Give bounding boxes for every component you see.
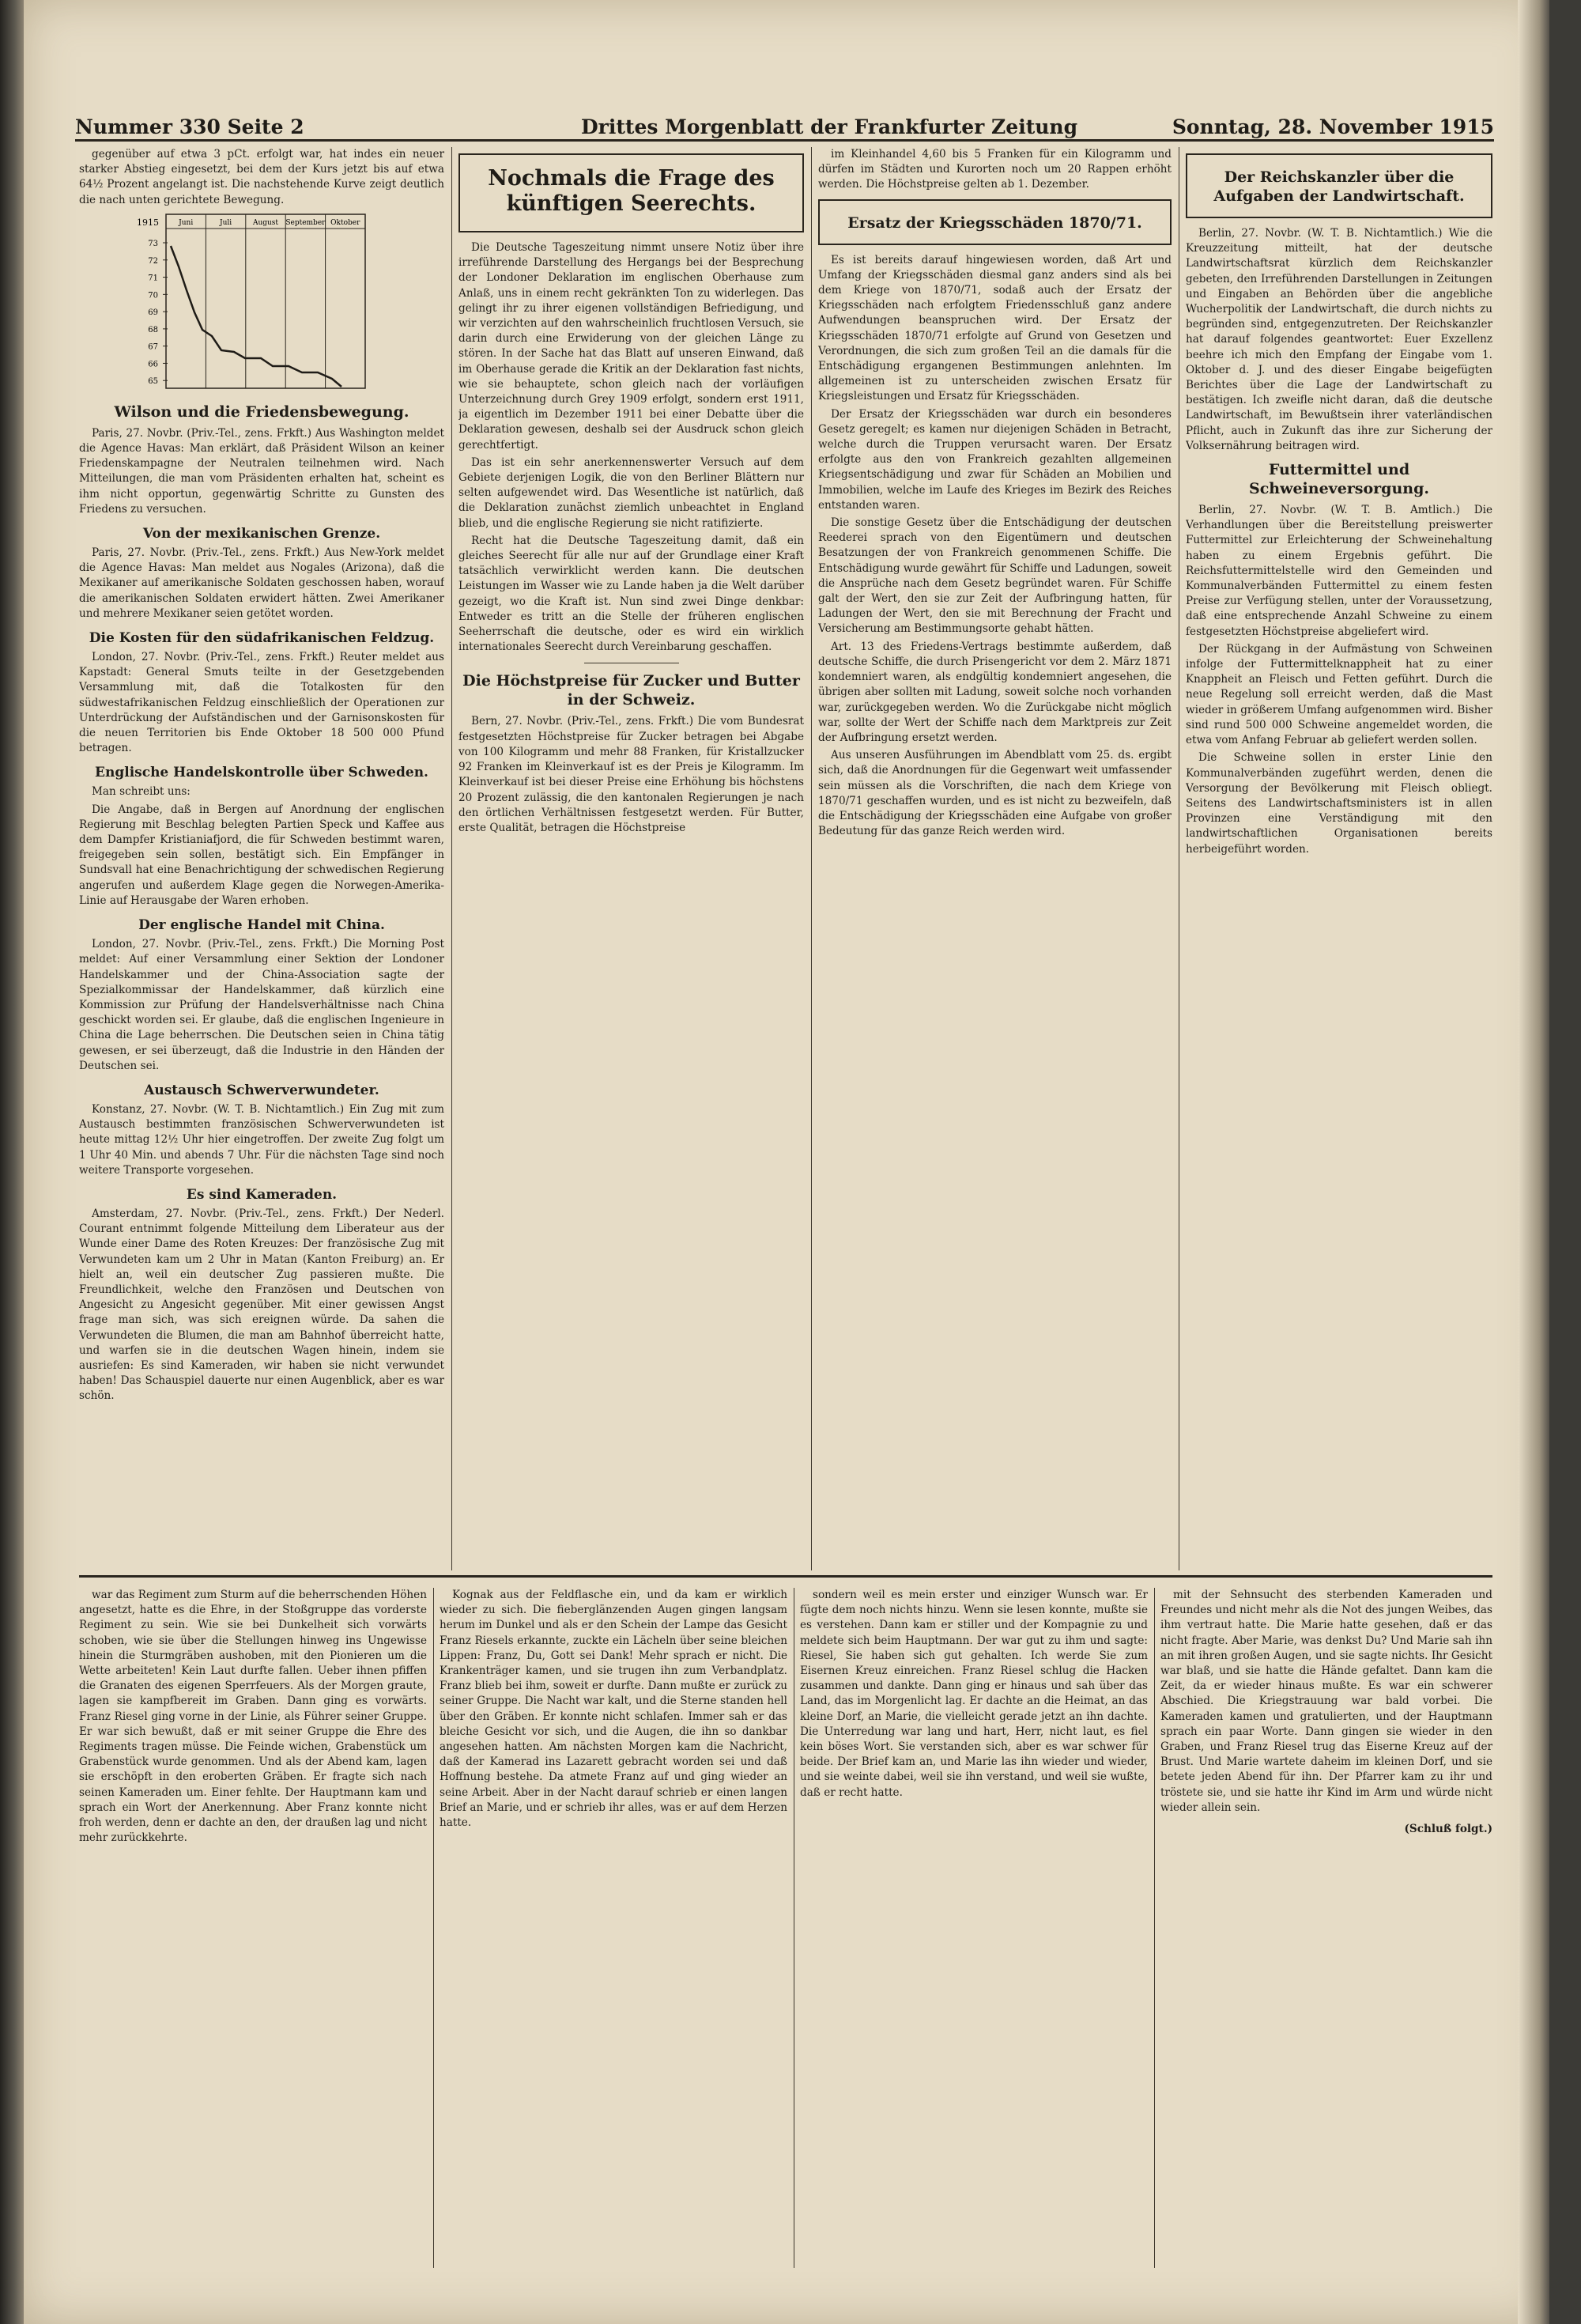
article-text: Aus unseren Ausführungen im Abendblatt vom 25. ds. ergibt sich, daß die Anordnungen für die Gegenwart weit umfassender sein müssen als die Vorschriften, die nach dem Kriege von 1870/71 geschaffen wurden, und es ist nicht zu bezweifeln, daß die Entschädigung der Kriegsschäden eine Aufgabe von großer Bedeutung für das ganze Reich werden wird.: [818, 749, 1172, 838]
article-text: Die Deutsche Tageszeitung nimmt unsere Notiz über ihre irreführende Darstellung des Hergangs bei der Besprechung der Londoner Deklaration im englischen Oberhause zum Anlaß, uns in einem recht gekränkten Ton zu widerlegen. Das gelingt ihr zu ihrer eigenen vollständigen Befriedigung, und wir verzichten auf den wahrscheinlich fruchtlosen Versuch, sie darin durch eine Erwiderung von der gleichen Länge zu stören. In der Sache hat das Blatt auf unseren Einwand, daß im Oberhause gerade die Kritik an der Deklaration fast nichts, wie sie behauptete, schon gleich nach der vorläufigen Unterzeichnung durch Grey 1909 erfolgt, sondern erst 1911, ja eigentlich im Dezember 1911 bei einer Debatte über die Deklaration gewesen, deshalb sei der Ausdruck schon gleich gerechtfertigt.: [458, 241, 804, 452]
page-edge-shadow: [1518, 0, 1549, 2324]
chart-month-label: Juni: [179, 218, 194, 227]
headline: Ersatz der Kriegsschäden 1870/71.: [847, 214, 1142, 232]
article-text: Paris, 27. Novbr. (Priv.-Tel., zens. Frkft.) Aus New-York meldet die Agence Havas: Man meldet aus Nogales (Arizona), daß die Mexikaner auf amerikanische Soldaten geschossen haben, worauf die amerikanischen Soldaten erwidert hätten. Zwei Amerikaner und mehrere Mexikaner seien getötet worden.: [79, 546, 444, 620]
chart-tick-label: 73: [148, 239, 158, 248]
feuilleton-column-1: [79, 1588, 427, 2268]
article-text: London, 27. Novbr. (Priv.-Tel., zens. Frkft.) Die Morning Post meldet: Auf einer Versammlung einer Sektion der Londoner Handelskammer und der China-Association sagte der Spezialkommissar der Handelskammer, daß kürzlich eine Kommission zur Prüfung der Handelsverhältnisse nach China geschickt worden sei. Er glaube, daß die englischen Ingenieure in China die Lage beherrschen. Die Deutschen seien in China tätig gewesen, er sei überzeugt, daß die Industrie in den Händen der Deutschen sei.: [79, 938, 444, 1072]
article-title-box: [1186, 153, 1492, 218]
chart-tick-label: 70: [148, 291, 158, 300]
column-3: [818, 147, 1172, 1570]
chart-tick-label: 69: [148, 308, 158, 317]
story-text: Kognak aus der Feldflasche ein, und da kam er wirklich wieder zu sich. Die fieberglänzenden Augen gingen langsam herum im Dunkel und als er den Schein der Lampe das Gesicht Franz Riesels erkannte, zuckte ein Lächeln über seine bleichen Lippen: Franz, Du, Gott sei Dank! Mehr sprach er nicht. Die Krankenträger kamen, und sie trugen ihn zum Verbandplatz. Franz blieb bei ihm, soweit er durfte. Dann mußte er zurück zu seiner Gruppe. Die Nacht war kalt, und die Sterne standen hell über den Gräben. Er konnte nicht schlafen. Immer sah er das bleiche Gesicht vor sich, und die Augen, die ihn so dankbar angesehen hatten. Am nächsten Morgen kam die Nachricht, daß der Kamerad ins Lazarett gebracht worden sei und daß Hoffnung bestehe. Da atmete Franz auf und ging wieder an seine Arbeit. Aber in der Nacht darauf schrieb er einen langen Brief an Marie, und er schrieb ihr alles, was er auf dem Herzen hatte.: [440, 1589, 787, 1830]
chart-month-label: August: [252, 218, 279, 227]
column-1: [79, 147, 444, 1570]
issue-date: Sonntag, 28. November 1915: [1172, 115, 1494, 138]
newspaper-title: Drittes Morgenblatt der Frankfurter Zeitung: [581, 115, 1078, 138]
article-text: Bern, 27. Novbr. (Priv.-Tel., zens. Frkft.) Die vom Bundesrat festgesetzten Höchstpreise für Zucker betragen bei Abgabe von 100 Kilogramm und mehr 88 Franken, für Kristallzucker 92 Franken im Kleinverkauf ist es der Preis je Kilogramm. Im Kleinverkauf ist bei dieser Preise eine Erhöhung bis höchstens 20 Prozent zulässig, die den kantonalen Regierungen je nach den örtlichen Verhältnissen festgesetzt werden. Für Butter, erste Qualität, betragen die Höchstpreise: [458, 715, 804, 834]
chart-tick-label: 67: [148, 342, 158, 352]
chart-tick-label: 72: [148, 256, 158, 266]
headline: Der Reichskanzler über die Aufgaben der Landwirtschaft.: [1213, 168, 1465, 205]
feuilleton-separator: [79, 1575, 1492, 1578]
article-text: Es ist bereits darauf hingewiesen worden, daß Art und Umfang der Kriegsschäden diesmal ganz anders sind als bei dem Kriege von 1870/71, sodaß auch der Ersatz der Kriegsschäden nach erfolgtem Friedensschluß ganz andere Aufwendungen beanspruchen wird. Der Ersatz der Kriegsschäden 1870/71 erfolgte auf Grund von Gesetzen und Verordnungen, die sich zum großen Teil an die damals für die Entschädigung ergangenen Bestimmungen anlehnten. Im allgemeinen ist zu unterscheiden zwischen Ersatz für Kriegsleistungen und Ersatz für Kriegsschäden.: [818, 253, 1172, 403]
article-text: im Kleinhandel 4,60 bis 5 Franken für ein Kilogramm und dürfen im Städten und Kurorten noch um 20 Rappen erhöht werden. Die Höchstpreise gelten ab 1. Dezember.: [818, 148, 1172, 191]
story-text: mit der Sehnsucht des sterbenden Kameraden und Freundes und nicht mehr als die Not des jungen Weibes, das ihm vertraut hatte. Die Marie hatte gesehen, daß er das nicht fragte. Aber Marie, was denkst Du? Und Marie sah ihn an mit ihren großen Augen, und sie sagte nichts. Ihr Gesicht war blaß, und sie hatte die Hände gefaltet. Dann kam die Zeit, da er wieder hinaus mußte. Es war ein schwerer Abschied. Die Kriegstrauung war bald vorbei. Die Kameraden kamen und gratulierten, und der Hauptmann sprach ein paar Worte. Dann gingen sie wieder in den Graben, und Franz Riesel trug das Eiserne Kreuz auf der Brust. Und Marie wartete daheim im kleinen Dorf, und sie betete jeden Abend für ihn. Der Pfarrer kam zu ihr und tröstete sie, und sie hatte ihr Kind im Arm und würde nicht wieder allein sein.: [1160, 1589, 1492, 1814]
chart-tick-label: 68: [148, 325, 158, 334]
article-title-box: [818, 199, 1172, 245]
article-text: Amsterdam, 27. Novbr. (Priv.-Tel., zens. Frkft.) Der Nederl. Courant entnimmt folgende Mitteilung dem Liberateur aus der Wunde einer Dame des Roten Kreuzes: Der französische Zug mit Verwundeten kam um 2 Uhr in Matan (Kanton Freiburg) an. Er hielt an, weil ein deutscher Zug passieren mußte. Die Freundlichkeit, welche den Französen und Deutschen von Angesicht zu Angesicht gegenüber. Mit einer gewissen Angst frage man sich, was sich ereignen würde. Da sahen die Verwundeten die Blumen, die man am Bahnhof überreicht hatte, und warfen sie in die deutschen Wagen hinein, indem sie ausriefen: Es sind Kameraden, wir haben sie nicht verwundet haben! Das Schauspiel dauerte nur einen Augenblick, aber es war schön.: [79, 1207, 444, 1403]
story-text: war das Regiment zum Sturm auf die beherrschenden Höhen angesetzt, hatte es die Ehre, in der Stoßgruppe das vorderste Regiment zu sein. Wie sie bei Dunkelheit sich vorwärts schoben, wie sie über die Stellungen hinweg ins Ungewisse hinein die Sturmgräben aushoben, mit den Pionieren um die Wette arbeiteten! Kein Laut durfte fallen. Ueber ihnen pfiffen die Granaten des eigenen Sperrfeuers. Als der Morgen graute, lagen sie kampfbereit im Graben. Dann ging es vorwärts. Franz Riesel ging vorne in der Linie, als Führer seiner Gruppe. Er war sich bewußt, daß er mit seiner Gruppe die Ehre des Regiments tragen müsse. Die Feinde wichen, Grabenstück um Grabenstück wurde genommen. Und als der Abend kam, lagen sie erschöpft in den eroberten Gräben. Er fragte sich nach seinen Kameraden um. Einer fehlte. Der Hauptmann kam und sprach ein Wort der Anerkennung. Aber Franz konnte nicht froh werden, denn er dachte an den, der draußen lag und nicht mehr zurückkehrte.: [79, 1589, 427, 1845]
article-text: Die sonstige Gesetz über die Entschädigung der deutschen Reederei sprach von den Eigentümern und deutschen Besatzungen der von Frankreich genommenen Schiffe. Die Entschädigung wurde gewährt für Schiffe und Ladungen, soweit die Ansprüche nach dem Gesetz begründet waren. Für Schiffe galt der Wert, den sie zur Zeit der Aufbringung hatten, für Ladungen der Wert, den sie mit Berechnung der Fracht und Versicherung am Bestimmungsorte gehabt hätten.: [818, 516, 1172, 636]
masthead: [75, 115, 1494, 142]
headline: Von der mexikanischen Grenze.: [142, 526, 381, 542]
column-4: [1186, 147, 1492, 1570]
article-text: Der Rückgang in der Aufmästung von Schweinen infolge der Futtermittelknappheit hat zu einer Knappheit an Fleisch und Fetten geführt. Durch die neue Regelung soll erreicht werden, daß die Mast wieder in größerem Umfang aufgenommen wird. Bisher sind rund 500 000 Schweine angemeldet worden, die etwa vom Anfang Februar ab geliefert werden sollen.: [1186, 642, 1492, 747]
lead-article-box: [458, 153, 804, 232]
story-text: sondern weil es mein erster und einziger Wunsch war. Er fügte dem noch nichts hinzu. Wenn sie lesen konnte, mußte sie es verstehen. Dann kam er stiller und der Kompagnie zu und meldete sich beim Hauptmann. Der war gut zu ihm und sagte: Riesel, Sie haben sich gut gehalten. Ich werde Sie zum Eisernen Kreuz einreichen. Franz Riesel schlug die Hacken zusammen und dankte. Dann ging er hinaus und sah über das Land, das im Morgenlicht lag. Er dachte an die Heimat, an das kleine Dorf, an Marie, die vielleicht gerade jetzt an ihn dachte. Die Unterredung war lang und hart, Herr, nicht laut, es fiel kein böses Wort. Sie verstanden sich, aber es war schwer für beide. Der Brief kam an, und Marie las ihn wieder und wieder, und sie weinte dabei, weil sie ihn verstand, und weil sie wußte, daß er recht hatte.: [800, 1589, 1148, 1799]
book-binding: [0, 0, 24, 2324]
chart-month-label: September: [285, 218, 326, 227]
article-text: Man schreibt uns:: [92, 785, 191, 799]
feuilleton-column-4: [1160, 1588, 1492, 2268]
headline: Englische Handelskontrolle über Schweden.: [95, 765, 428, 781]
column-rule: [433, 1588, 434, 2268]
article-text: Recht hat die Deutsche Tageszeitung damit, daß ein gleiches Seerecht für alle nur auf der Grundlage einer Kraft tatsächlich verwirklicht werden kann. Die deutschen Leistungen im Wasser wie zu Lande haben ja die Welt darüber gezeigt, wo die Kraft ist. Nun sind zwei Dinge denkbar: Entweder es tritt an die Stelle der früheren englischen Seeherrschaft die deutsche, oder es wird ein wirklich internationales Seerecht durch Vereinbarung geschaffen.: [458, 534, 804, 654]
headline: Austausch Schwerverwundeter.: [144, 1082, 379, 1098]
chart-tick-label: 71: [148, 274, 158, 283]
column-rule: [451, 147, 452, 1570]
headline: Die Höchstpreise für Zucker und Butter in der Schweiz.: [462, 672, 800, 709]
chart-tick-label: 66: [148, 360, 158, 369]
article-text: Paris, 27. Novbr. (Priv.-Tel., zens. Frkft.) Aus Washington meldet die Agence Havas: Man erklärt, daß Präsident Wilson an keiner Friedenskampagne der Neutralen teilnehmen wird. Nach Mitteilungen, die man vom Präsidenten erhalten hat, scheint es ihm nicht opportun, gegenwärtig Schritte zu Gunsten des Friedens zu versuchen.: [79, 426, 444, 516]
chart-svg: [134, 211, 372, 395]
column-2: [458, 147, 804, 1570]
chart-month-label: Oktober: [330, 218, 360, 227]
headline: Wilson und die Friedensbewegung.: [114, 402, 409, 421]
headline: Es sind Kameraden.: [186, 1186, 338, 1203]
chart-tick-label: 65: [148, 377, 158, 387]
article-text: London, 27. Novbr. (Priv.-Tel., zens. Frkft.) Reuter meldet aus Kapstadt: General Smuts teilte in der Gesetzgebenden Versammlung mit, daß die Totalkosten für den südwestafrikanischen Feldzug einschließlich der Operationen zur Unterdrückung der Aufständischen und der Garnisonskosten für die neuen Territorien bis Ende Oktober 18 500 000 Pfund betragen.: [79, 651, 444, 755]
article-text: gegenüber auf etwa 3 pCt. erfolgt war, hat indes ein neuer starker Abstieg eingesetzt, bei dem der Kurs jetzt bis auf etwa 64½ Prozent angelangt ist. Die nachstehende Kurve zeigt deutlich die nach unten gerichtete Bewegung.: [79, 148, 444, 206]
lead-headline: Nochmals die Frage des künftigen Seerechts.: [488, 166, 775, 216]
headline: Der englische Handel mit China.: [138, 917, 385, 934]
feuilleton-column-3: [800, 1588, 1148, 2268]
column-rule: [811, 147, 812, 1570]
to-be-continued: (Schluß folgt.): [1404, 1823, 1492, 1836]
article-text: Der Ersatz der Kriegsschäden war durch ein besonderes Gesetz geregelt; es kamen nur diejenigen Schäden in Betracht, welche durch die Truppen verursacht waren. Der Ersatz erfolgte aus den von Frankreich gezahlten allgemeinen Kriegsentschädigung und zwar für Schäden an Mobilien und Immobilien, welche im Laufe des Krieges im Bezirk des Reiches entstanden waren.: [818, 407, 1172, 512]
article-text: Die Angabe, daß in Bergen auf Anordnung der englischen Regierung mit Beschlag belegten Partien Speck und Kaffee aus dem Dampfer Kristianiafjord, die für Schweden bestimmt waren, freigegeben sein sollen, bestätigt sich. Ein Empfänger in Sundsvall hat eine Benachrichtigung der schwedischen Regierung angerufen und außerdem Klage gegen die Norwegen-Amerika-Linie auf Herausgabe der Waren erhoben.: [79, 803, 444, 907]
column-rule: [1154, 1588, 1155, 2268]
article-text: Berlin, 27. Novbr. (W. T. B. Nichtamtlich.) Wie die Kreuzzeitung mitteilt, hat der deutsche Landwirtschaftsrat kürzlich dem Reichskanzler gebeten, den Irreführenden Darstellungen in Zeitungen und Eingaben an Behörden über die angebliche Wucherpolitik der Landwirtschaft, die durch nichts zu begründen sind, entgegenzutreten. Der Reichskanzler hat darauf folgendes geantwortet: Euer Exzellenz beehre ich mich den Empfang der Eingabe vom 1. Oktober d. J. und des dieser Eingabe beigefügten Berichtes über die Lage der Landwirtschaft zu bestätigen. Ich zweifle nicht daran, daß die deutsche Landwirtschaft, im Bewußtsein ihrer vaterländischen Pflicht, auch in Zukunft das ihre zur Sicherung der Volksernährung beitragen wird.: [1186, 227, 1492, 452]
issue-number: Nummer 330 Seite 2: [75, 115, 304, 138]
chart-year-label: 1915: [137, 217, 159, 228]
article-text: Art. 13 des Friedens-Vertrags bestimmte außerdem, daß deutsche Schiffe, die durch Prisengericht vor dem 2. März 1871 kondemniert waren, als endgültig kondemniert angesehen, die übrigen aber sollten mit Ladung, soweit solche noch vorhanden war, zurückgegeben werden. Wo die Zurückgabe nicht möglich war, sollte der Wert der Schiffe nach dem Marktpreis zur Zeit der Aufbringung ersetzt werden.: [818, 640, 1172, 744]
chart-month-label: Juli: [220, 218, 232, 227]
exchange-rate-chart: [134, 211, 372, 395]
feuilleton-column-2: [440, 1588, 787, 2268]
article-text: Die Schweine sollen in erster Linie den Kommunalverbänden zugeführt werden, denen die Versorgung der Bevölkerung mit Fleisch obliegt. Seitens des Landwirtschaftsministers ist in allen Provinzen eine Verständigung mit den landwirtschaftlichen Organisationen bereits herbeigeführt worden.: [1186, 751, 1492, 856]
headline: Futtermittel und Schweineversorgung.: [1249, 461, 1429, 498]
article-text: Berlin, 27. Novbr. (W. T. B. Amtlich.) Die Verhandlungen über die Bereitstellung preiswerter Futtermittel zur Erleichterung der Schweinehaltung haben zu einem Ergebnis geführt. Die Reichsfuttermittelstelle wird den Gemeinden und Kommunalverbänden Futtermittel zu einem festen Preise zur Verfügung stellen, unter der Voraussetzung, daß eine entsprechende Anzahl Schweine zu einem festgesetzten Höchstpreise abgeliefert wird.: [1186, 504, 1492, 638]
article-text: Das ist ein sehr anerkennenswerter Versuch auf dem Gebiete derjenigen Logik, die von den Berliner Blättern nur selten aufgewendet wird. Das Wesentliche ist natürlich, daß die Deklaration zunächst ziemlich unbeachtet in England blieb, und die englische Regierung sie nicht ratifizierte.: [458, 455, 804, 530]
article-text: Konstanz, 27. Novbr. (W. T. B. Nichtamtlich.) Ein Zug mit zum Austausch bestimmten französischen Schwerverwundeten ist heute mittag 12½ Uhr hier eingetroffen. Der zweite Zug folgt um 1 Uhr 40 Min. und abends 7 Uhr. Für die nächsten Tage sind noch weitere Transporte vorgesehen.: [79, 1102, 444, 1177]
headline: Die Kosten für den südafrikanischen Feldzug.: [89, 630, 435, 647]
